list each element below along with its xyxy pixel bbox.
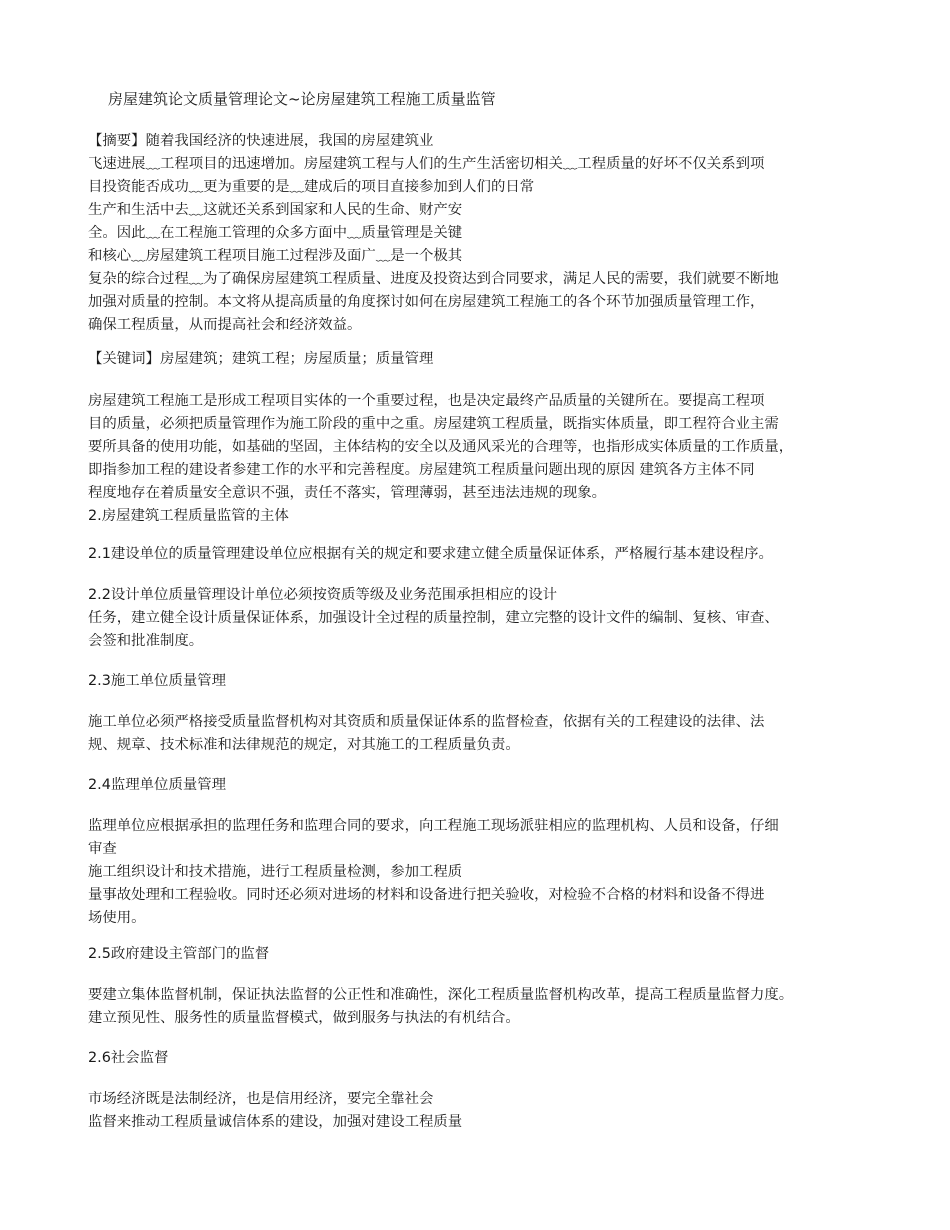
- intro-line: 程度地存在着质量安全意识不强，责任不落实，管理薄弱，甚至违法违规的现象。: [88, 485, 607, 501]
- section-2-6-line: 市场经济既是法制经济，也是信用经济，要完全靠社会: [88, 1091, 434, 1107]
- section-2-1: [88, 543, 873, 566]
- abstract-line: 和核心﹏房屋建筑工程项目施工过程涉及面广﹏是一个极其: [88, 248, 463, 264]
- abstract-line: 复杂的综合过程﹏为了确保房屋建筑工程质量、进度及投资达到合同要求，满足人民的需要，我们就要不断地: [88, 271, 779, 287]
- intro-line: 要所具备的使用功能，如基础的坚固，主体结构的安全以及通风采光的合理等，也指形成实体质量的工作质量，: [88, 439, 794, 455]
- section-2-4-heading: [88, 774, 873, 797]
- section-2-6-title: 2.6社会监督: [88, 1050, 169, 1066]
- abstract-line: 全。因此﹏在工程施工管理的众多方面中﹏质量管理是关键: [88, 225, 463, 241]
- section-2-6-heading: [88, 1047, 873, 1070]
- section-2-4-line: 量事故处理和工程验收。同时还必须对进场的材料和设备进行把关验收，对检验不合格的材料和设备不得进: [88, 887, 765, 903]
- section-2-3-line: 施工单位必须严格接受质量监督机构对其资质和质量保证体系的监督检查，依据有关的工程建设的法律、法: [88, 714, 765, 730]
- section-2-5-line: 要建立集体监督机制，保证执法监督的公正性和准确性，深化工程质量监督机构改革，提高工程质量监督力度。: [88, 987, 794, 1003]
- section-2-4: [88, 815, 873, 930]
- section-2-4-line: 审查: [88, 841, 117, 857]
- keywords-line: [88, 348, 873, 371]
- section-2-4-line: 监理单位应根据承担的监理任务和监理合同的要求，向工程施工现场派驻相应的监理机构、人员和设备，仔细: [88, 818, 779, 834]
- section-2-2: [88, 584, 873, 653]
- section-2-5-title: 2.5政府建设主管部门的监督: [88, 946, 270, 962]
- section-2-5-line: 建立预见性、服务性的质量监督模式，做到服务与执法的有机结合。: [88, 1010, 520, 1026]
- keywords-text: 【关键词】房屋建筑；建筑工程；房屋质量；质量管理: [88, 351, 434, 367]
- abstract-line: 加强对质量的控制。本文将从提高质量的角度探讨如何在房屋建筑工程施工的各个环节加强质量管理工作，: [88, 294, 765, 310]
- section-2-4-title: 2.4监理单位质量管理: [88, 777, 227, 793]
- abstract-line: 【摘要】随着我国经济的快速进展，我国的房屋建筑业: [88, 133, 434, 149]
- abstract-line: 目投资能否成功﹏更为重要的是﹏建成后的项目直接参加到人们的日常: [88, 179, 535, 195]
- section-2-6-line: 监督来推动工程质量诚信体系的建设，加强对建设工程质量: [88, 1114, 463, 1130]
- section-2-4-line: 场使用。: [88, 910, 146, 926]
- section-2-4-line: 施工组织设计和技术措施，进行工程质量检测，参加工程质: [88, 864, 463, 880]
- section-2-1-text: 2.1建设单位的质量管理建设单位应根据有关的规定和要求建立健全质量保证体系，严格履行基本建设程序。: [88, 546, 773, 562]
- intro-line: 即指参加工程的建设者参建工作的水平和完善程度。房屋建筑工程质量问题出现的原因 建筑各方主体不同: [88, 462, 755, 478]
- section-2-2-line: 任务，建立健全设计质量保证体系，加强设计全过程的质量控制，建立完整的设计文件的编制、复核、审查、: [88, 610, 779, 626]
- section-2-5: [88, 984, 873, 1030]
- section-2-3-heading: [88, 670, 873, 693]
- section-2-3-title: 2.3施工单位质量管理: [88, 673, 227, 689]
- document-title: 房屋建筑论文质量管理论文~论房屋建筑工程施工质量监管: [108, 90, 496, 108]
- abstract-paragraph: [88, 130, 873, 337]
- section-2-3-line: 规、规章、技术标准和法律规范的规定，对其施工的工程质量负责。: [88, 737, 520, 753]
- intro-paragraph: [88, 390, 873, 528]
- section-heading-2: 2.房屋建筑工程质量监管的主体: [88, 508, 289, 524]
- abstract-line: 确保工程质量，从而提高社会和经济效益。: [88, 317, 362, 333]
- section-2-2-line: 2.2设计单位质量管理设计单位必须按资质等级及业务范围承担相应的设计: [88, 587, 557, 603]
- abstract-line: 飞速进展﹏工程项目的迅速增加。房屋建筑工程与人们的生产生活密切相关﹏工程质量的好坏不仅关系到项: [88, 156, 765, 172]
- section-2-3: [88, 711, 873, 757]
- intro-line: 房屋建筑工程施工是形成工程项目实体的一个重要过程，也是决定最终产品质量的关键所在。要提高工程项: [88, 393, 765, 409]
- section-2-5-heading: [88, 943, 873, 966]
- intro-line: 目的质量，必须把质量管理作为施工阶段的重中之重。房屋建筑工程质量，既指实体质量，即工程符合业主需: [88, 416, 779, 432]
- section-2-2-line: 会签和批准制度。: [88, 633, 204, 649]
- section-2-6: [88, 1088, 873, 1134]
- abstract-line: 生产和生活中去﹏这就还关系到国家和人民的生命、财产安: [88, 202, 463, 218]
